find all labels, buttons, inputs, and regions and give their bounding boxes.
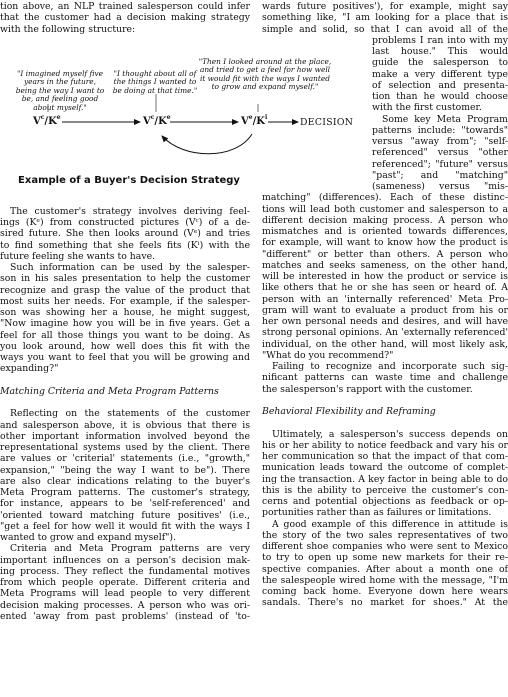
intro-line: with the following structure:: [0, 23, 136, 35]
body-line: wanted to grow and expand myself").: [0, 532, 177, 543]
body-line: cerns and potential objections as feedback or op-: [262, 496, 508, 507]
body-line: ings (Kᵉ) from constructed pictures (Vᶜ) of a de-: [0, 217, 250, 228]
body-line: 'oriented toward matching future positives' (i.e.,: [0, 509, 250, 521]
body-line: and salesperson above, it is obvious that there is: [0, 419, 250, 431]
body-line: ing the transaction. A key factor in being able to do: [262, 473, 508, 485]
state-visual-kinesthetic: $V^c/K^e$: [143, 114, 171, 127]
body-line: Meta Program patterns. The customer's strategy,: [0, 487, 250, 498]
body-line: gram will want to evaluate a product from his or: [262, 304, 508, 316]
body-line: the story of the two sales representatives of two: [262, 529, 508, 541]
body-line: person with an 'internally referenced' Meta Pro-: [262, 293, 508, 305]
body-line: will be interested in how the product or service is: [262, 271, 508, 282]
body-line: (sameness) versus "mis-: [372, 181, 508, 192]
body-line: expanding?": [0, 363, 59, 375]
body-line: decision making processes. A person who was ori-: [0, 599, 250, 611]
body-line: "get a feel for how well it would fit with the ways I: [0, 520, 250, 532]
body-line: coming back home. Everyone down here wears: [262, 586, 508, 597]
body-line: referenced"; "future" versus: [372, 158, 508, 170]
body-line: "Now imagine how you will be in five years. Get a: [0, 318, 250, 330]
body-line: for example, will want to know how the product is: [262, 237, 508, 249]
body-line: Criteria and Meta Program patterns are very: [10, 543, 250, 555]
body-line: guide the salesperson to: [372, 57, 508, 69]
quote-thought: "I thought about all of the things I wanted to be doing at that time.": [112, 69, 198, 95]
body-line: something like, "I am looking for a place that is: [262, 12, 508, 24]
body-line: her own personal needs and desires, and will have: [262, 316, 508, 327]
quote-imagined: "I imagined myself five years in the future, being the way I want to be, and feeling good about myself.": [15, 69, 105, 112]
body-line: matching" (differences). Each of these distinc-: [262, 192, 508, 204]
body-line: from which people operate. Different criteria and: [0, 577, 250, 588]
section-heading: Matching Criteria and Meta Program Patterns: [0, 385, 219, 397]
body-line: A good example of this difference in attitude is: [272, 518, 508, 530]
body-line: "different" or better than others. A person who: [262, 248, 508, 260]
body-line: other important information involved beyond the: [0, 430, 250, 442]
body-line: feel for all those things you want to be doing. As: [0, 329, 250, 341]
body-line: individual, on the other hand, will most likely ask,: [262, 338, 508, 350]
body-line: Such information can be used by the salesper-: [10, 262, 250, 273]
body-line: expansion," "being the way I want to be"). There: [0, 464, 250, 476]
body-line: to find something that she feels fits (Kⁱ) with the: [0, 239, 250, 251]
body-line: are also clear indications relating to the buyer's: [0, 475, 250, 487]
body-line: wards future positives'), for example, might say: [262, 1, 508, 12]
body-line: make a very different type: [372, 68, 508, 80]
body-line: tion than he would choose: [372, 91, 508, 102]
body-line: are values or 'criterial' statements (i.e., "growth,": [0, 453, 250, 465]
body-line: patterns include: "towards": [372, 124, 508, 136]
body-line: son was showing her a house, he might suggest,: [0, 307, 250, 318]
body-line: with the first customer.: [372, 102, 482, 114]
diagram-caption: Example of a Buyer's Decision Strategy: [18, 175, 240, 186]
decision-label: DECISION: [300, 117, 354, 128]
body-line: versus "away from"; "self-: [372, 136, 508, 147]
body-line: simple and solid, so that I can avoid all of the: [262, 23, 508, 35]
right-column: [262, 1, 508, 609]
intro-line: tion above, an NLP trained salesperson could infer: [0, 1, 250, 12]
body-line: portunities rather than as failures or limitations.: [262, 507, 492, 519]
loop-arrow: [162, 134, 252, 154]
body-line: problems I ran into with my: [372, 34, 508, 46]
body-line: ways you want to feel that you will be growing and: [0, 352, 250, 363]
body-line: to try to open up some new markets for their re-: [262, 552, 508, 564]
body-line: "past"; and "matching": [372, 169, 508, 181]
body-line: spective companies. After about a month one of: [262, 563, 508, 575]
body-line: different shoe companies who were sent to Mexico: [262, 541, 508, 552]
body-line: different decision making process. A person who: [262, 214, 508, 226]
body-line: last house." This would: [372, 46, 508, 57]
body-line: Some key Meta Program: [382, 113, 508, 125]
body-line: recognize and grasp the value of the product that: [0, 284, 250, 296]
section-heading: Behavioral Flexibility and Reframing: [262, 406, 436, 417]
body-line: mismatches and is oriented towards differences,: [262, 226, 508, 237]
body-line: of selection and presenta-: [372, 79, 508, 91]
body-line: "What do you recommend?": [262, 349, 394, 361]
body-line: Ultimately, a salesperson's success depends on: [272, 428, 508, 440]
body-line: referenced" versus "other: [372, 147, 508, 159]
body-line: for instance, appears to be 'self-referenced' and: [0, 498, 250, 510]
body-line: sired future. She then looks around (Vᵉ) and tries: [0, 228, 250, 240]
state-visual-constructed: $V^c/K^e$: [33, 114, 61, 127]
body-line: future feeling she wants to have.: [0, 250, 156, 262]
body-line: The customer's strategy involves deriving feel-: [10, 205, 250, 217]
body-line: Meta Programs will lead people to very different: [0, 588, 250, 600]
body-line: the salespeople wired home with the message, "I'm: [262, 574, 508, 586]
body-line: sandals. There's no market for shoes." At the: [262, 597, 508, 609]
body-line: the salesperson's rapport with the customer.: [262, 383, 473, 395]
body-line: most suits her needs. For example, if the salesper-: [0, 295, 250, 307]
body-line: ing process. They reflect the fundamental motives: [0, 565, 250, 577]
state-external-internal: $Ve/K^i$: [241, 114, 268, 127]
body-line: nificant patterns can waste time and challenge: [262, 372, 508, 384]
body-line: matches and seeks sameness, on the other hand,: [262, 259, 508, 271]
body-line: representational systems used by the client. There: [0, 442, 250, 453]
body-line: strong personal opinions. An 'externally referenced': [262, 327, 508, 339]
body-line: Reflecting on the statements of the customer: [10, 408, 250, 420]
body-line: his or her ability to notice feedback and vary his or: [262, 439, 508, 451]
body-line: like others that he or she has seen or heard of. A: [262, 282, 508, 294]
quote-looked-around: "Then I looked around at the place, and tried to get a feel for how well it would fit with the ways I wanted to grow and expand myself.": [198, 57, 332, 92]
body-line: her communication so that the impact of that com-: [262, 451, 508, 462]
body-line: munication leads toward the outcome of complet-: [262, 462, 508, 474]
body-line: Failing to recognize and incorporate such sig-: [272, 361, 508, 372]
body-line: you look around, how well does this fit with the: [0, 340, 250, 352]
body-line: tions will lead both customer and salesperson to a: [262, 203, 508, 215]
body-line: ented 'away from past problems' (instead of 'to-: [0, 610, 250, 622]
body-line: this is the ability to perceive the customer's con-: [262, 484, 508, 496]
body-line: important influences on a person's decision mak-: [0, 554, 250, 566]
intro-line: that the customer had a decision making strategy: [0, 12, 250, 24]
body-line: son in his sales presentation to help the customer: [0, 273, 250, 285]
